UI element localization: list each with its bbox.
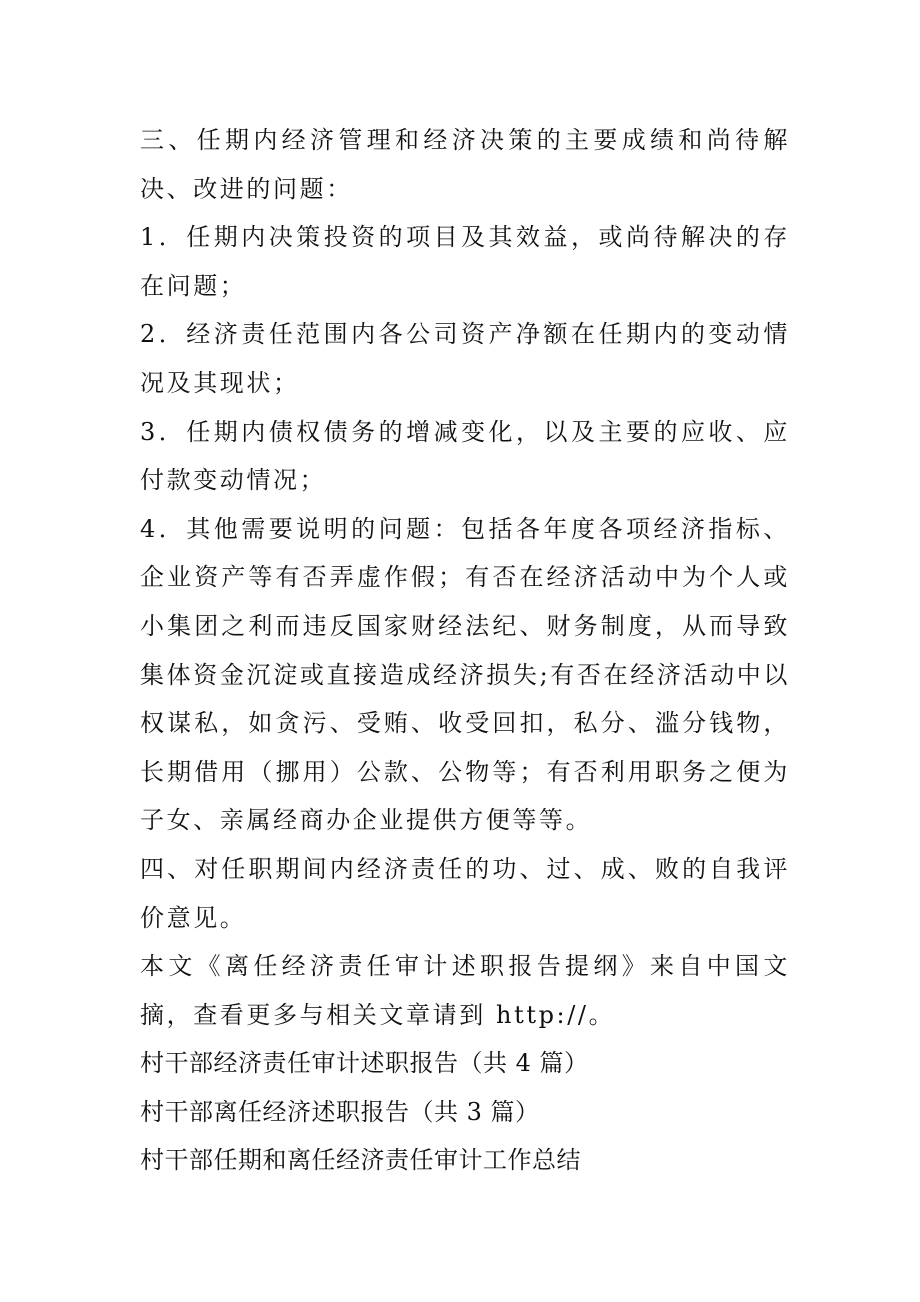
related-link-2[interactable]: 村干部离任经济述职报告（共 3 篇） — [140, 1097, 540, 1126]
related-link-3[interactable]: 村干部任期和离任经济责任审计工作总结 — [140, 1146, 581, 1175]
section-3-item-1: 1．任期内决策投资的项目及其效益，或尚待解决的存在问题； — [140, 223, 790, 300]
section-3-item-4: 4．其他需要说明的问题：包括各年度各项经济指标、企业资产等有否弄虚作假；有否在经济活动中为个人或小集团之利而违反国家财经法纪、财务制度，从而导致集体资金沉淀或直接造成经济损失;有否在经济活动中以权谋私，如贪污、受贿、收受回扣，私分、滥分钱物，长期借用（挪用）公款、公物等；有否利用职务之便为子女、亲属经商办企业提供方便等等。 — [140, 514, 790, 835]
section-3-item-2: 2．经济责任范围内各公司资产净额在任期内的变动情况及其现状； — [140, 320, 790, 397]
section-4-heading: 四、对任职期间内经济责任的功、过、成、败的自我评价意见。 — [140, 854, 790, 932]
document-body — [140, 116, 790, 1185]
section-3-item-3: 3．任期内债权债务的增减变化，以及主要的应收、应付款变动情况； — [140, 417, 790, 495]
source-note: 本文《离任经济责任审计述职报告提纲》来自中国文摘，查看更多与相关文章请到 http://。 — [140, 952, 790, 1029]
related-link-1[interactable]: 村干部经济责任审计述职报告（共 4 篇） — [140, 1049, 589, 1078]
section-3-heading: 三、任期内经济管理和经济决策的主要成绩和尚待解决、改进的问题： — [140, 126, 790, 203]
